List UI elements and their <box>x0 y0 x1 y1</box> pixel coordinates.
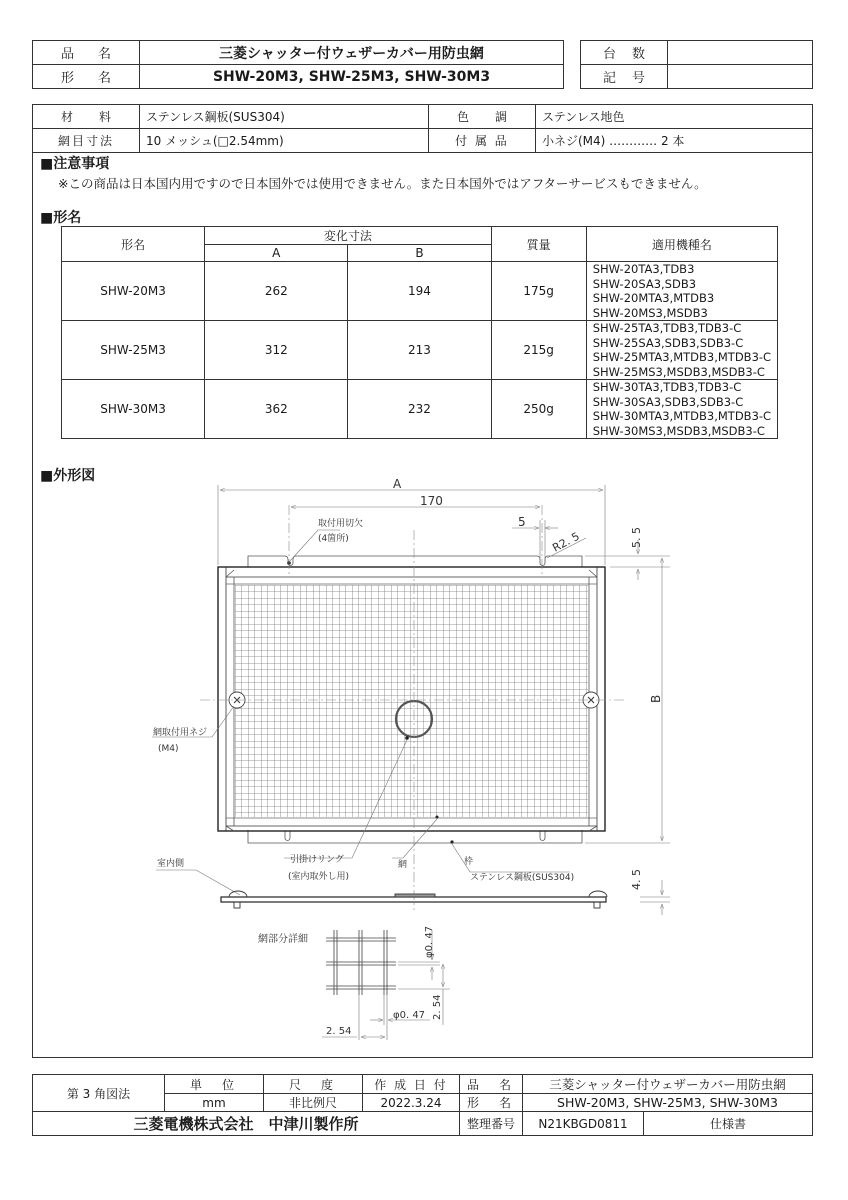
notch-label: 取付用切欠 <box>318 519 364 529</box>
dim-a-label: A <box>393 477 402 491</box>
wire-dia-horizontal-label: φ0. 47 <box>393 1010 426 1021</box>
label-char: 名 <box>97 47 111 62</box>
drawing-title: ■外形図 <box>40 468 96 484</box>
compatible-line: SHW-20MTA3,MTDB3 <box>592 291 715 305</box>
scale-value: 非比例尺 <box>264 1094 363 1112</box>
col-compatible: 適用機種名 <box>586 227 777 262</box>
compatible-line: SHW-25MTA3,MTDB3,MTDB3-C <box>592 350 772 364</box>
frame-material-label: ステンレス鋼板(SUS304) <box>470 873 575 883</box>
cell-b: 232 <box>348 380 491 439</box>
label-char: 記 <box>603 71 617 86</box>
date-value: 2022.3.24 <box>363 1094 460 1112</box>
label-char: 調 <box>494 110 507 124</box>
scale-label: 尺 度 <box>264 1075 363 1094</box>
col-a: A <box>205 245 348 262</box>
product-name: 三菱シャッター付ウェザーカバー用防虫網 <box>140 41 564 65</box>
notch-count-label: (4箇所) <box>318 534 349 544</box>
label-char: 号 <box>631 71 645 86</box>
label-char: 数 <box>631 47 645 62</box>
mesh-detail-label: 網部分詳細 <box>258 934 308 945</box>
document-type: 仕様書 <box>644 1112 813 1136</box>
dim-r25-label: R2. 5 <box>550 529 582 555</box>
cell-a: 362 <box>205 380 348 439</box>
material-value: ステンレス鋼板(SUS304) <box>140 105 429 129</box>
cell-a: 312 <box>205 321 348 380</box>
models-title: ■形名 <box>40 210 82 226</box>
cell-model: SHW-20M3 <box>62 262 205 321</box>
compatible-line: SHW-30SA3,SDB3,SDB3-C <box>592 394 744 409</box>
wire-dia-vertical-label: φ0. 47 <box>424 925 435 958</box>
label-char: 材 <box>61 110 74 124</box>
ring-label: 引掛けリング <box>290 855 344 865</box>
date-label: 作 成 日 付 <box>363 1075 460 1094</box>
accessory-value: 小ネジ(M4) ………… 2 本 <box>536 129 813 153</box>
product-label: 品 名 <box>460 1075 523 1094</box>
cell-model: SHW-30M3 <box>62 380 205 439</box>
col-model: 形名 <box>62 227 205 262</box>
dim-55-label: 5. 5 <box>630 527 643 548</box>
notes-title: ■注意事項 <box>40 156 110 172</box>
mesh-detail <box>326 930 396 995</box>
ring-note-label: (室内取外し用) <box>288 872 350 882</box>
compatible-line: SHW-20SA3,SDB3 <box>592 276 697 291</box>
compatible-line: SHW-30MTA3,MTDB3,MTDB3-C <box>592 409 772 423</box>
cell-b: 194 <box>348 262 491 321</box>
dim-45-label: 4. 5 <box>630 869 643 890</box>
cell-a: 262 <box>205 262 348 321</box>
label-char: 名 <box>97 71 111 86</box>
screw-label: 網取付用ネジ <box>153 728 208 738</box>
label-char: 台 <box>603 47 617 62</box>
projection-method: 第 3 角図法 <box>33 1075 165 1112</box>
cell-mass: 175g <box>491 262 586 321</box>
compatible-line: SHW-20TA3,TDB3 <box>592 262 695 276</box>
label-char: 料 <box>98 110 111 124</box>
unit-label: 単 位 <box>165 1075 264 1094</box>
compatible-line: SHW-25MS3,MSDB3,MSDB3-C <box>592 364 765 379</box>
side-view <box>221 880 670 915</box>
cell-model: SHW-25M3 <box>62 321 205 380</box>
compatible-line: SHW-30TA3,TDB3,TDB3-C <box>592 380 742 394</box>
dim-b-label: B <box>649 694 663 703</box>
mesh-label: 網目寸法 <box>33 129 140 153</box>
col-mass: 質量 <box>491 227 586 262</box>
notes-text: ※この商品は日本国内用ですので日本国外では使用できません。また日本国外ではアフターサービスもできません。 <box>58 176 707 191</box>
footer-model-names: SHW-20M3, SHW-25M3, SHW-30M3 <box>523 1094 813 1112</box>
cell-b: 213 <box>348 321 491 380</box>
dim-170-label: 170 <box>420 494 443 508</box>
compatible-line: SHW-30MS3,MSDB3,MSDB3-C <box>592 423 765 438</box>
model-label: 形 名 <box>460 1094 523 1112</box>
unit-value: mm <box>165 1094 264 1112</box>
accessory-label: 付 属 品 <box>429 129 536 153</box>
col-b: B <box>348 245 491 262</box>
screw-size-label: (M4) <box>158 744 179 754</box>
mesh-value: 10 メッシュ(□2.54mm) <box>140 129 429 153</box>
compatible-line: SHW-20MS3,MSDB3 <box>592 305 708 320</box>
pitch-vertical-label: 2. 54 <box>432 994 443 1020</box>
ref-number: N21KBGD0811 <box>523 1112 644 1136</box>
ref-label: 整理番号 <box>460 1112 523 1136</box>
pitch-horizontal-label: 2. 54 <box>326 1026 352 1037</box>
footer-title-block <box>32 1074 813 1136</box>
col-dimension-group: 変化寸法 <box>205 227 491 245</box>
top-tab-plate <box>248 556 582 567</box>
compatible-line: SHW-25TA3,TDB3,TDB3-C <box>592 321 742 335</box>
cell-mass: 215g <box>491 321 586 380</box>
mesh-label: 網 <box>398 860 408 870</box>
dim-5-label: 5 <box>518 515 526 529</box>
footer-product-name: 三菱シャッター付ウェザーカバー用防虫網 <box>523 1075 813 1094</box>
model-names: SHW-20M3, SHW-25M3, SHW-30M3 <box>140 65 564 89</box>
label-char: 品 <box>61 47 75 62</box>
label-char: 色 <box>457 110 470 124</box>
company-name: 三菱電機株式会社 中津川製作所 <box>33 1112 460 1136</box>
color-value: ステンレス地色 <box>536 105 813 129</box>
compatible-line: SHW-25SA3,SDB3,SDB3-C <box>592 335 744 350</box>
label-char: 形 <box>61 71 75 86</box>
cell-mass: 250g <box>491 380 586 439</box>
frame-label: 枠 <box>464 857 474 867</box>
indoor-side-label: 室内側 <box>157 859 185 869</box>
